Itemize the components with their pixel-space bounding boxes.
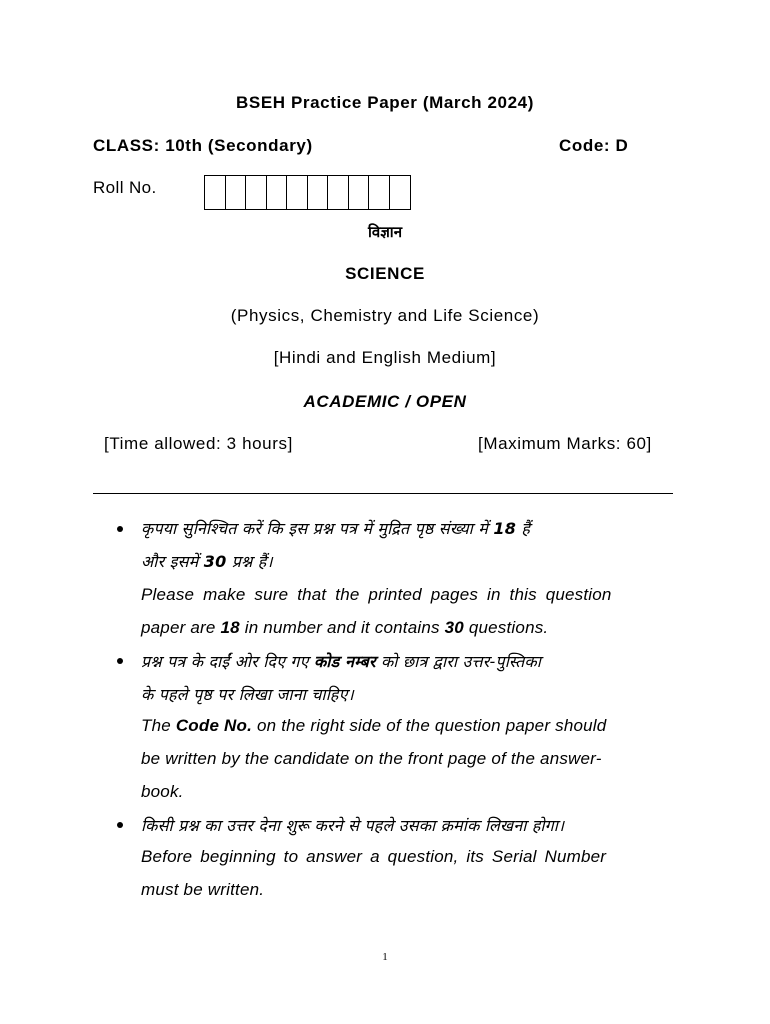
instruction-2-english-line-2: be written by the candidate on the front page of the answer- [141,749,602,768]
instruction-1-hindi-line-2: और इसमें 30 प्रश्न हैं। [141,552,273,571]
bullet-icon [117,822,123,828]
time-allowed: [Time allowed: 3 hours] [104,434,293,453]
roll-number-box[interactable] [246,176,267,209]
bullet-icon [117,526,123,532]
bullet-icon [117,658,123,664]
instruction-3-english-line-1: Before beginning to answer a question, its Serial Number [141,847,607,866]
instruction-1-english-line-2: paper are 18 in number and it contains 30 questions. [141,618,549,637]
roll-number-boxes[interactable] [204,175,411,210]
instruction-3-english-line-2: must be written. [141,880,265,899]
subject-hindi: विज्ञान [367,223,403,241]
maximum-marks: [Maximum Marks: 60] [478,434,652,453]
instruction-1-hindi-line-1: कृपया सुनिश्चित करें कि इस प्रश्न पत्र में मुद्रित पृष्ठ संख्या में 18 हैं [141,519,531,538]
code-label: Code: D [559,136,629,155]
paper-title: BSEH Practice Paper (March 2024) [236,93,534,112]
stream-label: ACADEMIC / OPEN [303,392,467,411]
roll-number-box[interactable] [308,176,329,209]
instruction-2-hindi-line-1: प्रश्न पत्र के दाईं ओर दिए गए कोड नम्बर को छात्र द्वारा उत्तर-पुस्तिका [141,652,542,671]
roll-number-box[interactable] [369,176,390,209]
page-number: 1 [382,951,388,963]
instruction-3-hindi-line-1: किसी प्रश्न का उत्तर देना शुरू करने से पहले उसका क्रमांक लिखना होगा। [141,816,565,835]
roll-number-box[interactable] [205,176,226,209]
subject-branches: (Physics, Chemistry and Life Science) [230,306,540,325]
instruction-2-english-line-1: The Code No. on the right side of the question paper should [141,716,607,735]
instruction-1-english-line-1: Please make sure that the printed pages in this question [141,585,612,604]
instruction-2-hindi-line-2: के पहले पृष्ठ पर लिखा जाना चाहिए। [141,685,354,704]
roll-number-box[interactable] [267,176,288,209]
roll-number-box[interactable] [287,176,308,209]
roll-number-box[interactable] [328,176,349,209]
medium-label: [Hindi and English Medium] [273,348,497,367]
roll-number-box[interactable] [349,176,370,209]
roll-number-label: Roll No. [93,178,157,197]
subject-title: SCIENCE [345,264,425,283]
header-divider [93,493,673,494]
instruction-2-english-line-3: book. [141,782,184,801]
class-label: CLASS: 10th (Secondary) [93,136,313,155]
roll-number-box[interactable] [390,176,411,209]
roll-number-box[interactable] [226,176,247,209]
